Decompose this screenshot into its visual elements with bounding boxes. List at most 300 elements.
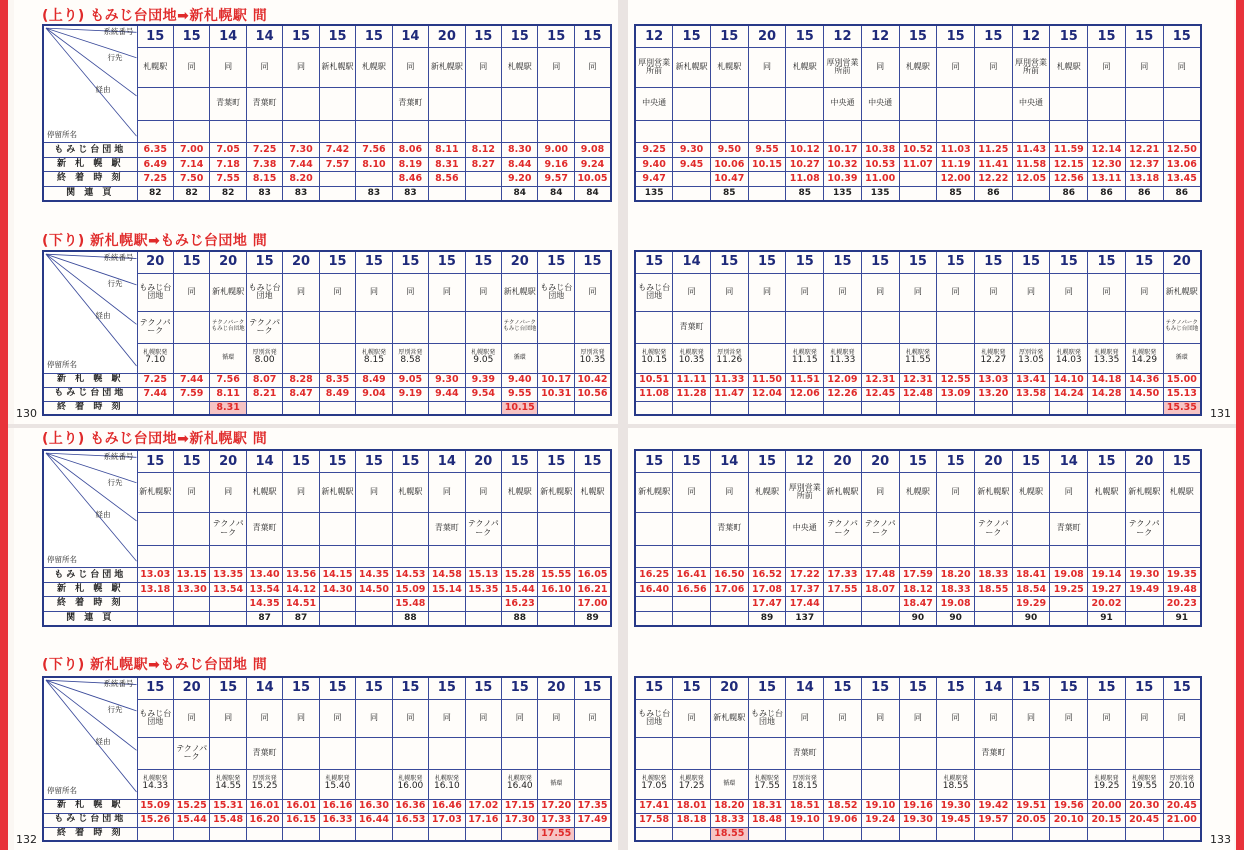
origin-note [210, 545, 246, 568]
time-cell: 17.30 [502, 813, 538, 827]
note-row [635, 769, 1201, 799]
related-page-cell [899, 186, 937, 201]
via-route [465, 737, 501, 769]
corner-diagonal-line [46, 28, 137, 136]
via-route [824, 311, 862, 343]
related-page-cell [137, 611, 173, 626]
origin-note [137, 769, 173, 799]
time-cell: 10.31 [538, 387, 574, 401]
time-cell: 10.39 [824, 172, 862, 186]
note-origin: 厚別営発 [252, 349, 277, 357]
related-page-cell [974, 611, 1012, 626]
origin-note [502, 120, 538, 143]
note-time: 14.33 [142, 781, 169, 792]
origin-note [1125, 769, 1163, 799]
via-route [974, 87, 1012, 120]
time-cell: 15.13 [1163, 387, 1201, 401]
destination: 同 [1088, 699, 1126, 737]
time-cell: 18.31 [748, 799, 786, 813]
time-cell [210, 827, 246, 841]
via-route: 青葉町 [673, 311, 711, 343]
destination: 同 [673, 473, 711, 512]
route-number: 14 [210, 25, 246, 48]
time-row [635, 597, 1201, 611]
route-number: 15 [748, 251, 786, 273]
timetable-p132-down [42, 676, 612, 839]
row-label: 新 札 幌 駅 [43, 373, 137, 387]
note-time: 10.15 [641, 355, 667, 366]
origin-note [538, 120, 574, 143]
route-number: 14 [392, 25, 428, 48]
time-row [635, 568, 1201, 582]
time-cell [246, 401, 282, 415]
note-time: 16.10 [433, 781, 460, 792]
origin-note [635, 769, 673, 799]
via-route: 中央通 [824, 87, 862, 120]
note-origin: 札幌駅発 [325, 775, 350, 783]
destination: 新札幌駅 [502, 273, 538, 311]
time-row [43, 799, 611, 813]
via-route [974, 311, 1012, 343]
time-cell: 8.28 [283, 373, 319, 387]
header-label-via: 経由 [95, 737, 111, 746]
origin-note [673, 769, 711, 799]
related-page-cell: 85 [937, 186, 975, 201]
route-number: 12 [1012, 25, 1050, 48]
time-cell: 9.50 [710, 143, 748, 157]
time-row [635, 611, 1201, 626]
time-cell: 17.59 [899, 568, 937, 582]
origin-note [1125, 120, 1163, 143]
route-number: 15 [538, 450, 574, 473]
time-cell [356, 827, 392, 841]
time-cell: 17.55 [824, 582, 862, 596]
note-origin: 札幌駅発 [642, 349, 667, 357]
time-row [43, 827, 611, 841]
time-cell [635, 401, 673, 415]
route-number: 14 [974, 677, 1012, 699]
time-cell: 17.33 [538, 813, 574, 827]
time-cell: 18.55 [974, 582, 1012, 596]
time-cell [710, 597, 748, 611]
note-time: 15.40 [324, 781, 351, 792]
related-page-cell [319, 611, 355, 626]
route-number: 20 [1125, 450, 1163, 473]
time-row [43, 568, 611, 582]
time-cell: 9.55 [748, 143, 786, 157]
route-number: 20 [429, 25, 465, 48]
timetable-grid [42, 449, 612, 627]
destination: 札幌駅 [1088, 473, 1126, 512]
destination: 同 [246, 48, 282, 87]
via-route [1012, 311, 1050, 343]
related-page-cell: 82 [173, 186, 209, 201]
route-row [635, 677, 1201, 699]
time-cell: 19.30 [937, 799, 975, 813]
origin-note [1012, 769, 1050, 799]
timetable-grid [42, 24, 612, 202]
route-number: 20 [502, 251, 538, 273]
destination-row [635, 48, 1201, 87]
note-origin: 厚別営発 [398, 349, 423, 357]
route-number: 15 [538, 251, 574, 273]
time-cell: 17.00 [574, 597, 611, 611]
destination: 新札幌駅 [1125, 473, 1163, 512]
route-number: 15 [635, 677, 673, 699]
time-row [43, 186, 611, 201]
time-cell: 19.24 [861, 813, 899, 827]
related-page-cell: 83 [356, 186, 392, 201]
route-number: 15 [937, 251, 975, 273]
destination: 新札幌駅 [538, 473, 574, 512]
route-number: 15 [137, 677, 173, 699]
note-origin: 厚別営発 [1169, 775, 1194, 783]
via-route [137, 87, 173, 120]
destination-row [635, 473, 1201, 512]
time-cell [1088, 401, 1126, 415]
time-cell: 13.54 [210, 582, 246, 596]
time-cell: 13.41 [1012, 373, 1050, 387]
route-number: 15 [974, 25, 1012, 48]
note-time: 19.25 [1093, 781, 1120, 792]
time-cell: 7.44 [137, 387, 173, 401]
time-cell [974, 827, 1012, 841]
time-cell: 12.06 [786, 387, 824, 401]
time-cell: 16.53 [392, 813, 428, 827]
related-page-cell: 84 [538, 186, 574, 201]
destination: 同 [899, 699, 937, 737]
origin-note [861, 545, 899, 568]
note-origin: 循環 [1175, 353, 1188, 361]
origin-note [356, 120, 392, 143]
time-cell: 17.47 [748, 597, 786, 611]
time-cell: 15.09 [392, 582, 428, 596]
time-cell: 11.07 [899, 157, 937, 171]
origin-note [465, 343, 501, 373]
timetable-p133-down [634, 676, 1202, 839]
destination: 同 [824, 273, 862, 311]
via-route [173, 311, 209, 343]
time-cell: 9.30 [429, 373, 465, 387]
related-page-cell: 88 [502, 611, 538, 626]
time-cell: 13.45 [1163, 172, 1201, 186]
time-cell: 7.55 [210, 172, 246, 186]
time-cell: 10.05 [574, 172, 611, 186]
time-row [635, 186, 1201, 201]
origin-note [356, 343, 392, 373]
time-cell: 14.35 [356, 568, 392, 582]
via-route [574, 737, 611, 769]
time-cell: 13.15 [173, 568, 209, 582]
origin-note [173, 545, 209, 568]
time-cell: 17.37 [786, 582, 824, 596]
route-number: 15 [392, 450, 428, 473]
destination: 同 [1050, 273, 1088, 311]
origin-note [635, 545, 673, 568]
via-route: テクノパーク [824, 512, 862, 545]
timetable-p130-down [42, 250, 612, 413]
via-route: 中央通 [1012, 87, 1050, 120]
time-cell: 7.25 [246, 143, 282, 157]
time-cell: 14.53 [392, 568, 428, 582]
route-row [43, 450, 611, 473]
time-cell: 19.30 [899, 813, 937, 827]
via-route [1088, 311, 1126, 343]
via-route [538, 311, 574, 343]
time-cell: 17.22 [786, 568, 824, 582]
time-cell: 7.50 [173, 172, 209, 186]
via-route [1163, 512, 1201, 545]
time-cell [824, 827, 862, 841]
time-cell [673, 401, 711, 415]
destination: 同 [1088, 48, 1126, 87]
destination: 同 [283, 473, 319, 512]
route-number: 20 [710, 677, 748, 699]
via-route [1125, 311, 1163, 343]
note-origin: 循環 [513, 353, 526, 361]
related-page-cell: 90 [899, 611, 937, 626]
route-number: 15 [392, 677, 428, 699]
origin-note [319, 545, 355, 568]
destination: 同 [1125, 48, 1163, 87]
route-number: 15 [173, 450, 209, 473]
note-origin: 札幌駅発 [1132, 775, 1157, 783]
time-cell: 18.20 [937, 568, 975, 582]
origin-note [635, 343, 673, 373]
header-corner [43, 251, 137, 373]
time-cell [392, 401, 428, 415]
time-cell: 7.14 [173, 157, 209, 171]
origin-note [937, 343, 975, 373]
via-route [1012, 512, 1050, 545]
route-number: 15 [502, 450, 538, 473]
route-number: 15 [710, 251, 748, 273]
origin-note [1088, 769, 1126, 799]
destination: 札幌駅 [710, 48, 748, 87]
note-origin: 札幌駅発 [216, 775, 241, 783]
route-number: 20 [210, 450, 246, 473]
note-row [635, 343, 1201, 373]
related-page-cell: 85 [710, 186, 748, 201]
related-page-cell: 87 [246, 611, 282, 626]
time-cell: 17.48 [861, 568, 899, 582]
route-row [635, 251, 1201, 273]
header-label-route-no: 系統番号 [103, 679, 134, 688]
via-route [429, 87, 465, 120]
route-number: 15 [283, 25, 319, 48]
via-route [283, 311, 319, 343]
related-page-cell: 137 [786, 611, 824, 626]
route-number: 15 [538, 25, 574, 48]
related-page-cell [1012, 186, 1050, 201]
destination: 厚別営業所前 [786, 473, 824, 512]
timetable-p131-up [634, 24, 1202, 202]
destination: 新札幌駅 [1163, 273, 1201, 311]
time-cell: 19.48 [1163, 582, 1201, 596]
time-cell: 9.55 [502, 387, 538, 401]
time-cell: 8.21 [246, 387, 282, 401]
time-row [635, 582, 1201, 596]
route-number: 12 [861, 25, 899, 48]
origin-note [538, 343, 574, 373]
via-row [635, 87, 1201, 120]
time-cell: 11.58 [1012, 157, 1050, 171]
row-label: もみじ台団地 [43, 387, 137, 401]
related-page-cell [538, 611, 574, 626]
related-page-cell: 86 [1125, 186, 1163, 201]
time-cell: 20.45 [1125, 813, 1163, 827]
time-cell: 7.25 [137, 172, 173, 186]
route-number: 15 [899, 677, 937, 699]
row-label: 新 札 幌 駅 [43, 582, 137, 596]
time-cell: 13.18 [137, 582, 173, 596]
time-cell: 6.35 [137, 143, 173, 157]
note-time: 18.15 [791, 781, 818, 792]
destination: もみじ台団地 [137, 273, 173, 311]
destination: 同 [173, 48, 209, 87]
time-cell: 18.47 [899, 597, 937, 611]
related-page-cell: 86 [1050, 186, 1088, 201]
time-cell: 19.35 [1163, 568, 1201, 582]
origin-note [673, 343, 711, 373]
time-cell: 8.20 [283, 172, 319, 186]
header-label-destination: 行先 [107, 279, 123, 288]
time-cell: 10.38 [861, 143, 899, 157]
route-number: 14 [246, 25, 282, 48]
destination: 札幌駅 [356, 48, 392, 87]
via-route: 中央通 [861, 87, 899, 120]
route-number: 14 [673, 251, 711, 273]
via-route [824, 737, 862, 769]
via-route [1012, 737, 1050, 769]
destination: 札幌駅 [574, 473, 611, 512]
via-route [899, 512, 937, 545]
origin-note [137, 545, 173, 568]
time-cell: 13.20 [974, 387, 1012, 401]
time-cell: 7.00 [173, 143, 209, 157]
note-time: 16.40 [506, 781, 533, 792]
via-route [748, 512, 786, 545]
via-route [283, 737, 319, 769]
route-number: 14 [1050, 450, 1088, 473]
note-origin: 札幌駅発 [507, 775, 532, 783]
note-origin: 札幌駅発 [143, 775, 168, 783]
time-cell [899, 827, 937, 841]
time-cell: 12.56 [1050, 172, 1088, 186]
destination: 同 [710, 273, 748, 311]
destination: 札幌駅 [137, 48, 173, 87]
note-time: 13.05 [1018, 355, 1044, 366]
page-number-132: 132 [16, 833, 37, 846]
related-page-cell: 135 [635, 186, 673, 201]
via-route [538, 87, 574, 120]
time-cell: 20.00 [1088, 799, 1126, 813]
via-route [283, 512, 319, 545]
route-number: 14 [786, 677, 824, 699]
time-cell: 19.51 [1012, 799, 1050, 813]
route-number: 12 [635, 25, 673, 48]
time-cell [319, 401, 355, 415]
time-cell: 15.13 [465, 568, 501, 582]
origin-note [392, 120, 428, 143]
destination: 新札幌駅 [429, 48, 465, 87]
via-route [465, 311, 501, 343]
time-cell [673, 597, 711, 611]
route-number: 12 [824, 25, 862, 48]
time-cell: 14.50 [1125, 387, 1163, 401]
timetable-grid [634, 449, 1202, 627]
time-cell: 12.21 [1125, 143, 1163, 157]
time-row [635, 143, 1201, 157]
destination: 新札幌駅 [319, 48, 355, 87]
related-page-cell: 89 [574, 611, 611, 626]
destination: 同 [173, 699, 209, 737]
time-cell: 7.56 [210, 373, 246, 387]
page-edge-left [0, 0, 8, 850]
route-number: 15 [283, 450, 319, 473]
destination: 同 [937, 699, 975, 737]
via-route: 青葉町 [974, 737, 1012, 769]
via-route [937, 87, 975, 120]
time-cell: 13.03 [974, 373, 1012, 387]
time-cell: 7.30 [283, 143, 319, 157]
time-cell: 14.18 [1088, 373, 1126, 387]
via-route [786, 87, 824, 120]
route-number: 15 [710, 25, 748, 48]
note-origin: 札幌駅発 [1132, 349, 1157, 357]
time-cell [502, 827, 538, 841]
time-cell: 17.03 [429, 813, 465, 827]
time-cell [673, 827, 711, 841]
route-row [635, 450, 1201, 473]
note-origin: 札幌駅発 [905, 349, 930, 357]
destination: 同 [429, 473, 465, 512]
note-origin: 厚別営発 [580, 349, 605, 357]
time-cell: 10.15 [748, 157, 786, 171]
time-cell [974, 597, 1012, 611]
corner-diagonal-line [46, 28, 137, 96]
route-number: 15 [356, 450, 392, 473]
time-cell: 18.33 [937, 582, 975, 596]
origin-note [748, 343, 786, 373]
time-cell: 19.10 [861, 799, 899, 813]
corner-diagonal-lines [44, 252, 137, 373]
via-route [861, 311, 899, 343]
destination: 同 [748, 48, 786, 87]
via-route: 青葉町 [246, 87, 282, 120]
destination: 同 [574, 273, 611, 311]
origin-note [974, 343, 1012, 373]
time-cell [861, 401, 899, 415]
time-cell: 6.49 [137, 157, 173, 171]
note-time: 20.10 [1168, 781, 1195, 792]
via-route [1088, 87, 1126, 120]
note-origin: 循環 [723, 779, 736, 787]
route-number: 15 [1088, 677, 1126, 699]
timetable-p131-down [634, 250, 1202, 413]
via-route [1088, 512, 1126, 545]
time-cell: 13.54 [246, 582, 282, 596]
time-cell: 11.41 [974, 157, 1012, 171]
origin-note [1125, 545, 1163, 568]
origin-note [861, 120, 899, 143]
related-page-cell [824, 611, 862, 626]
destination: 同 [465, 473, 501, 512]
route-number: 14 [710, 450, 748, 473]
route-number: 15 [899, 25, 937, 48]
time-cell: 14.35 [246, 597, 282, 611]
time-cell: 13.11 [1088, 172, 1126, 186]
